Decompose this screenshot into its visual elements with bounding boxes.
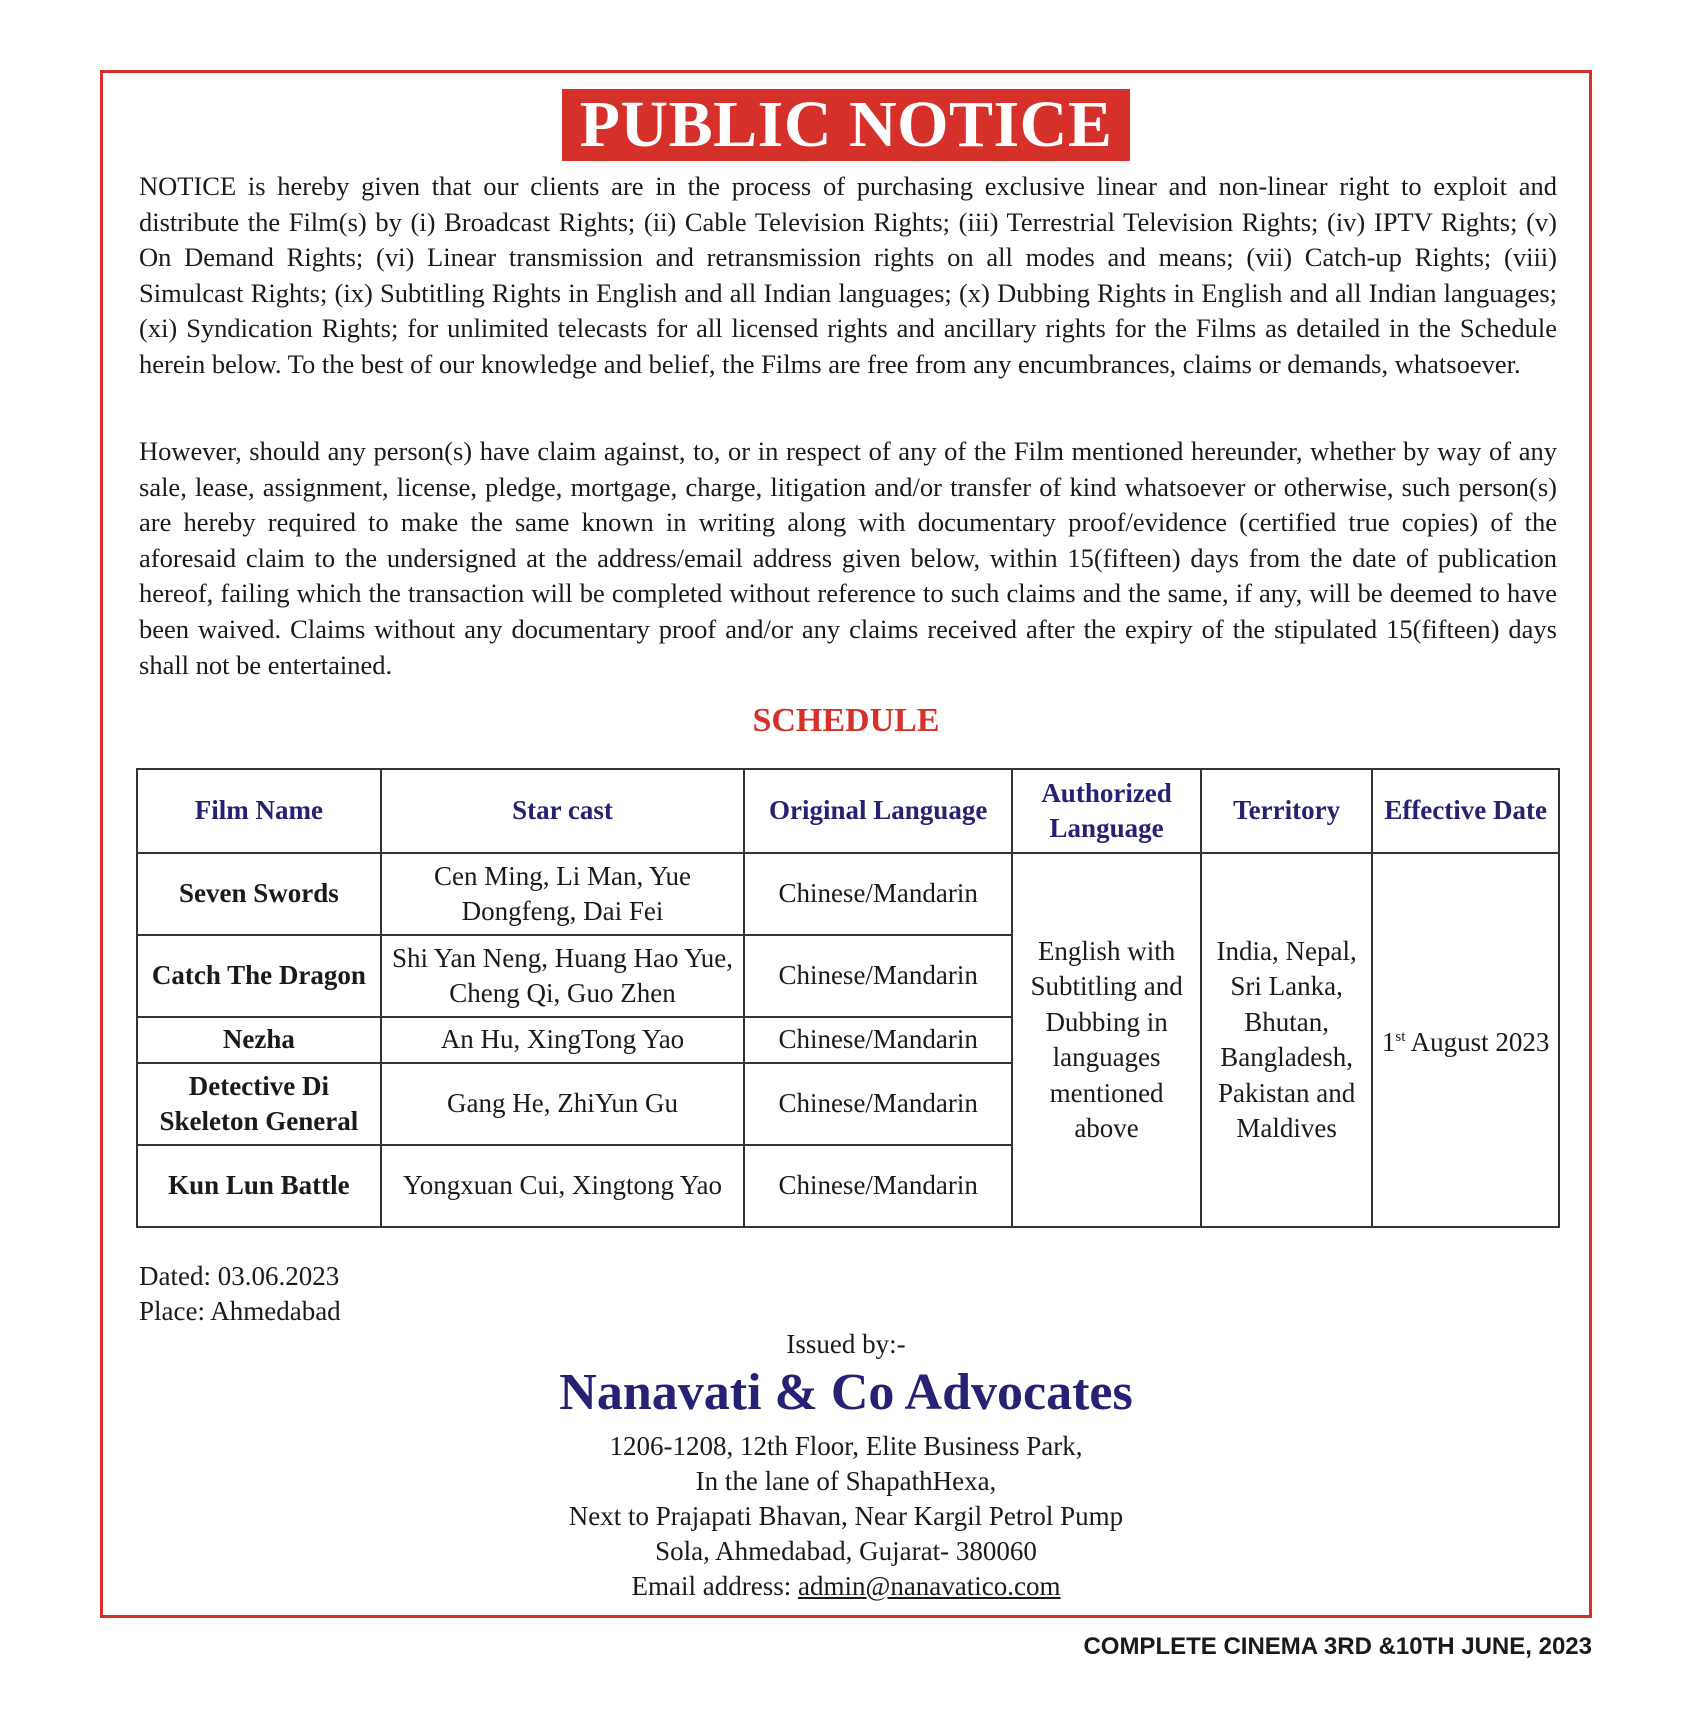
film-name-cell: Catch The Dragon bbox=[137, 935, 381, 1017]
original-language-cell: Chinese/Mandarin bbox=[744, 1063, 1012, 1145]
header-star-cast: Star cast bbox=[381, 769, 744, 853]
email-line bbox=[103, 1569, 1589, 1604]
star-cast-cell: Cen Ming, Li Man, Yue Dongfeng, Dai Fei bbox=[381, 853, 744, 935]
schedule-table bbox=[136, 768, 1560, 1228]
film-name-cell: Seven Swords bbox=[137, 853, 381, 935]
header-original-language: Original Language bbox=[744, 769, 1012, 853]
issued-by-label: Issued by:- bbox=[786, 1329, 906, 1359]
title-wrap bbox=[103, 89, 1589, 161]
table-header-row bbox=[137, 769, 1559, 853]
schedule-heading: SCHEDULE bbox=[752, 702, 940, 739]
effective-date-day: 1 bbox=[1381, 1026, 1396, 1057]
original-language-cell: Chinese/Mandarin bbox=[744, 1017, 1012, 1063]
film-name-cell: Nezha bbox=[137, 1017, 381, 1063]
original-language-cell: Chinese/Mandarin bbox=[744, 853, 1012, 935]
issuer-address bbox=[103, 1429, 1589, 1604]
effective-date-cell bbox=[1372, 853, 1559, 1227]
publication-footer: COMPLETE CINEMA 3RD &10TH JUNE, 2023 bbox=[1083, 1633, 1592, 1660]
film-name-cell: Detective Di Skeleton General bbox=[137, 1063, 381, 1145]
notice-paragraph-2: However, should any person(s) have claim against, to, or in respect of any of the Film mentioned hereunder, whether by way of any sale, lease, assignment, license, pledge, mortgage, charge, litigation and/or transfer of kind whatsoever or otherwise, such person(s) are hereby required to make the same known in writing along with documentary proof/evidence (certified true copies) of the aforesaid claim to the undersigned at the address/email address given below, within 15(fifteen) days from the date of publication hereof, failing which the transaction will be completed without reference to such claims and the same, if any, will be deemed to have been waived. Claims without any documentary proof and/or any claims received after the expiry of the stipulated 15(fifteen) days shall not be entertained. bbox=[139, 436, 1557, 680]
email-label: Email address: bbox=[631, 1571, 798, 1601]
film-name-cell: Kun Lun Battle bbox=[137, 1145, 381, 1227]
place-text: Place: Ahmedabad bbox=[139, 1296, 341, 1326]
address-line: Next to Prajapati Bhavan, Near Kargil Petrol Pump bbox=[568, 1501, 1124, 1531]
effective-date-rest: August 2023 bbox=[1410, 1026, 1550, 1057]
header-effective-date: Effective Date bbox=[1372, 769, 1559, 853]
notice-frame bbox=[100, 70, 1592, 1618]
firm-name: Nanavati & Co Advocates bbox=[559, 1364, 1133, 1421]
header-territory: Territory bbox=[1201, 769, 1372, 853]
star-cast-cell: Shi Yan Neng, Huang Hao Yue, Cheng Qi, Guo Zhen bbox=[381, 935, 744, 1017]
original-language-cell: Chinese/Mandarin bbox=[744, 1145, 1012, 1227]
address-line: In the lane of ShapathHexa, bbox=[695, 1466, 997, 1496]
public-notice-title: PUBLIC NOTICE bbox=[562, 89, 1131, 161]
date-place-block bbox=[139, 1259, 341, 1329]
star-cast-cell: Yongxuan Cui, Xingtong Yao bbox=[381, 1145, 744, 1227]
address-line: Sola, Ahmedabad, Gujarat- 380060 bbox=[655, 1536, 1037, 1566]
address-line: 1206-1208, 12th Floor, Elite Business Park, bbox=[609, 1431, 1083, 1461]
header-authorized-language: Authorized Language bbox=[1012, 769, 1201, 853]
dated-text: Dated: 03.06.2023 bbox=[139, 1261, 340, 1291]
territory-cell: India, Nepal, Sri Lanka, Bhutan, Bangladesh, Pakistan and Maldives bbox=[1201, 853, 1372, 1227]
authorized-language-cell: English with Subtitling and Dubbing in languages mentioned above bbox=[1012, 853, 1201, 1227]
star-cast-cell: An Hu, XingTong Yao bbox=[381, 1017, 744, 1063]
header-film-name: Film Name bbox=[137, 769, 381, 853]
table-row bbox=[137, 853, 1559, 935]
star-cast-cell: Gang He, ZhiYun Gu bbox=[381, 1063, 744, 1145]
original-language-cell: Chinese/Mandarin bbox=[744, 935, 1012, 1017]
email-link[interactable]: admin@nanavatico.com bbox=[797, 1571, 1061, 1601]
effective-date-suffix: st bbox=[1395, 1028, 1406, 1045]
notice-paragraph-1: NOTICE is hereby given that our clients are in the process of purchasing exclusive linear and non-linear right to exploit and distribute the Film(s) by (i) Broadcast Rights; (ii) Cable Television Rights; (iii) Terrestrial Television Rights; (iv) IPTV Rights; (v) On Demand Rights; (vi) Linear transmission and retransmission rights on all modes and means; (vii) Catch-up Rights; (viii) Simulcast Rights; (ix) Subtitling Rights in English and all Indian languages; (x) Dubbing Rights in English and all Indian languages; (xi) Syndication Rights; for unlimited telecasts for all licensed rights and ancillary rights for the Films as detailed in the Schedule herein below. To the best of our knowledge and belief, the Films are free from any encumbrances, claims or demands, whatsoever. bbox=[139, 171, 1557, 379]
